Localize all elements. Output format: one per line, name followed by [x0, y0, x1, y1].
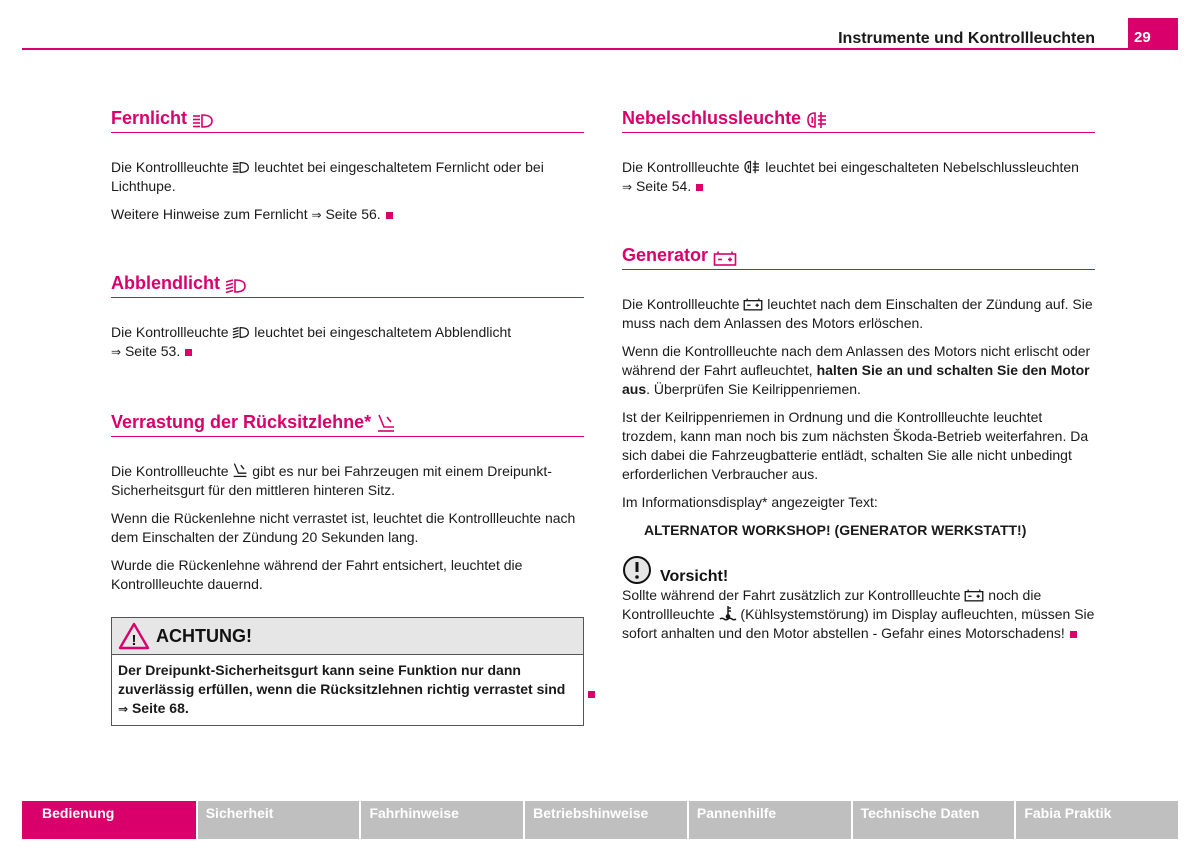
page-reference[interactable]: Seite 53. [124, 343, 181, 359]
page-reference[interactable]: Seite 54. [635, 178, 692, 194]
page-number: 29 [1128, 18, 1178, 50]
page-reference[interactable]: Seite 68. [131, 700, 189, 716]
page-header-title: Instrumente und Kontrollleuchten [838, 30, 1095, 47]
caution-title: Vorsicht! [660, 568, 729, 585]
tab-pannenhilfe[interactable]: Pannenhilfe [689, 801, 851, 839]
paragraph: Weitere Hinweise zum Fernlicht ⇒ Seite 56. [111, 205, 584, 225]
tab-fahrhinweise[interactable]: Fahrhinweise [361, 801, 523, 839]
end-of-section-icon [696, 184, 703, 191]
section-heading: Generator [622, 245, 1095, 270]
chapter-tab-bar [22, 801, 1178, 839]
paragraph: Die Kontrollleuchte gibt es nur bei Fahrzeugen mit einem Dreipunkt-Sicherheitsgurt für den mittleren hinteren Sitz. [111, 463, 552, 498]
section-heading: Fernlicht [111, 108, 584, 133]
arrow-right-icon: ⇒ [118, 702, 129, 716]
section-heading: Nebelschlussleuchte [622, 108, 1095, 133]
tab-betriebshinweise[interactable]: Betriebshinweise [525, 801, 687, 839]
paragraph: Die Kontrollleuchte leuchtet bei eingeschaltetem Abblendlicht ⇒ Seite 53. [111, 324, 512, 359]
display-text: ALTERNATOR WORKSHOP! (GENERATOR WERKSTATT!) [644, 522, 1027, 538]
warning-box [111, 617, 584, 726]
section-heading: Verrastung der Rücksitzlehne* [111, 412, 584, 437]
battery-icon [713, 250, 737, 266]
paragraph: Wenn die Rückenlehne nicht verrastet ist, leuchtet die Kontrollleuchte nach dem Einschalten der Zündung 20 Sekunden lang. [111, 510, 576, 545]
seat-backrest-icon [232, 462, 248, 478]
right-column [622, 108, 1095, 643]
low-beam-icon [225, 278, 247, 294]
caution-circle-icon [622, 555, 652, 585]
seat-backrest-icon [376, 413, 396, 433]
warning-title: ACHTUNG! [156, 625, 252, 646]
end-of-section-icon [1070, 631, 1077, 638]
warning-box-header [112, 618, 583, 655]
tab-fabia-praktik[interactable]: Fabia Praktik [1016, 801, 1178, 839]
section-abblendlicht [111, 273, 584, 362]
section-heading: Abblendlicht [111, 273, 584, 298]
paragraph: Im Informationsdisplay* angezeigter Text: [622, 494, 878, 510]
section-fernlicht [111, 108, 584, 225]
warning-triangle-icon [118, 622, 150, 650]
coolant-icon [719, 605, 737, 621]
caution-header [622, 554, 1095, 586]
paragraph: Die Kontrollleuchte leuchtet nach dem Einschalten der Zündung auf. Sie muss nach dem Anlassen des Motors erlöschen. [622, 296, 1093, 331]
section-generator [622, 245, 1095, 540]
arrow-right-icon: ⇒ [111, 345, 122, 359]
battery-icon [964, 588, 984, 602]
paragraph: Die Kontrollleuchte leuchtet bei eingeschalteten Nebelschlussleuchten ⇒ Seite 54. [622, 159, 1079, 194]
arrow-right-icon: ⇒ [311, 208, 322, 222]
paragraph: Wurde die Rückenlehne während der Fahrt entsichert, leuchtet die Kontrollleuchte dauernd. [111, 557, 523, 592]
arrow-right-icon: ⇒ [622, 180, 633, 194]
rear-fog-light-icon [743, 160, 761, 174]
rear-fog-light-icon [806, 111, 828, 129]
header-rule [22, 48, 1178, 50]
left-column [111, 108, 584, 726]
caution-body: Sollte während der Fahrt zusätzlich zur Kontrollleuchte noch die Kontrollleuchte (Kühlsystemstörung) im Display aufleuchten, müssen Sie sofort anhalten und den Motor abstellen - Gefahr eines Motorschadens! [622, 587, 1095, 641]
end-of-section-icon [588, 691, 595, 698]
high-beam-icon [232, 161, 250, 174]
tab-bedienung[interactable]: Bedienung [22, 801, 196, 839]
paragraph: Die Kontrollleuchte leuchtet bei eingeschaltetem Fernlicht oder bei Lichthupe. [111, 159, 544, 194]
paragraph: Wenn die Kontrollleuchte nach dem Anlassen des Motors nicht erlischt oder während der Fahrt aufleuchtet, halten Sie an und schalten Sie den Motor aus. Überprüfen Sie Keilrippenriemen. [622, 343, 1091, 397]
end-of-section-icon [386, 212, 393, 219]
page-reference[interactable]: Seite 56. [325, 206, 381, 222]
low-beam-icon [232, 326, 250, 339]
warning-body: Der Dreipunkt-Sicherheitsgurt kann seine Funktion nur dann zuverlässig erfüllen, wenn die Rücksitzlehnen richtig verrastet sind ⇒ Seite 68. [118, 662, 566, 716]
paragraph: Ist der Keilrippenriemen in Ordnung und die Kontrollleuchte leuchtet trozdem, kann man noch bis zum nächsten Škoda-Betrieb weiterfahren. Da sich dabei die Fahrzeugbatterie entlädt, schalten Sie alle nicht unbedingt erforderlichen Verbraucher aus. [622, 409, 1089, 482]
section-verrastung [111, 412, 584, 594]
svg-text:!: ! [131, 632, 137, 649]
section-nebelschlussleuchte [622, 108, 1095, 197]
tab-sicherheit[interactable]: Sicherheit [198, 801, 360, 839]
end-of-section-icon [185, 349, 192, 356]
high-beam-icon [192, 113, 214, 129]
battery-icon [743, 297, 763, 311]
tab-technische-daten[interactable]: Technische Daten [853, 801, 1015, 839]
